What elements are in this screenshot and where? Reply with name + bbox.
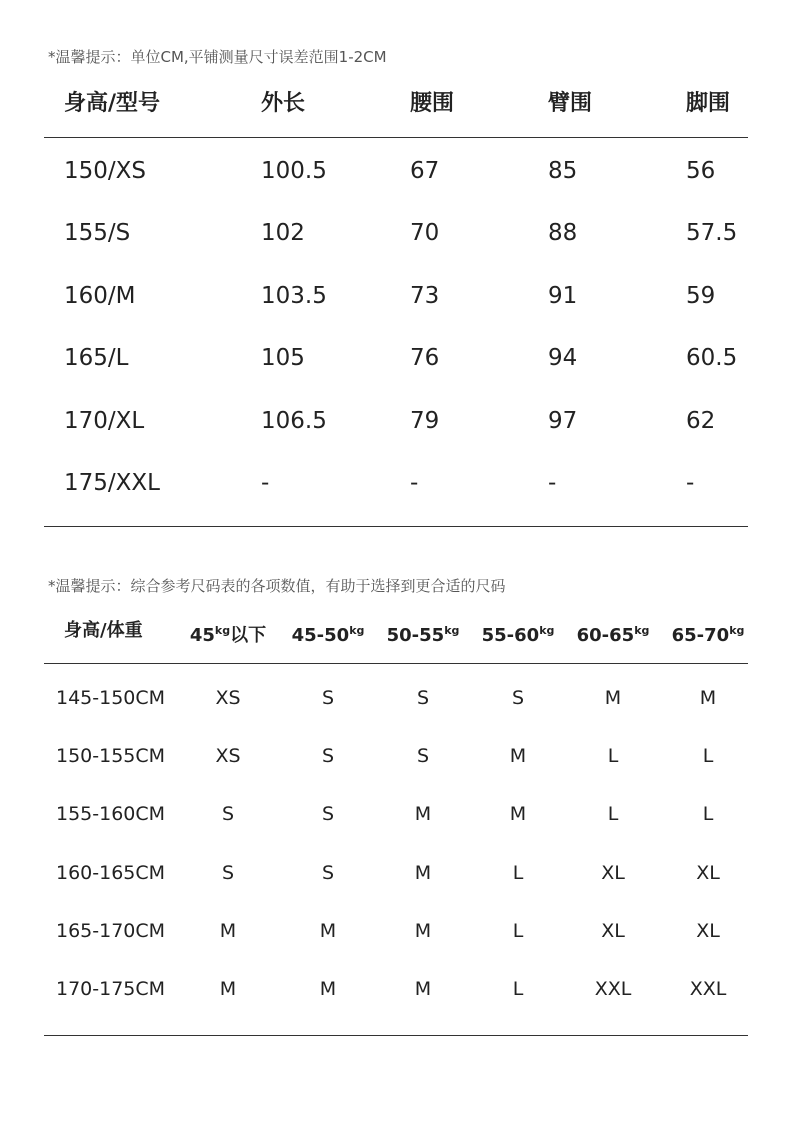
length-cell: 105 (261, 345, 305, 371)
waist-cell: 67 (410, 158, 440, 184)
table-row (0, 797, 790, 831)
foot-cell: 62 (686, 408, 716, 434)
foot-cell: 56 (686, 158, 716, 184)
header-weight-range: $50-55^{kg}$ (386, 624, 460, 646)
size-cell: 165/L (64, 345, 129, 371)
waist-cell: 79 (410, 408, 440, 434)
size-cell: L (702, 745, 714, 767)
height-range-cell: 155-160CM (56, 803, 166, 825)
size-cell: M (414, 978, 432, 1000)
size-cell: M (219, 978, 237, 1000)
size-cell: XL (601, 920, 625, 942)
header-height-weight: 身高/体重 (64, 620, 143, 641)
table-row (0, 856, 790, 890)
arm-cell: 88 (548, 220, 578, 246)
size-cell: L (607, 803, 619, 825)
header-weight-range: $60-65^{kg}$ (576, 624, 650, 646)
size-cell: XL (696, 920, 720, 942)
size-cell: S (221, 803, 235, 825)
table-row (0, 276, 790, 316)
table-row (0, 213, 790, 253)
size-cell: S (321, 745, 335, 767)
size-cell: L (512, 862, 524, 884)
header-weight-range: $55-60^{kg}$ (481, 624, 555, 646)
foot-cell: 57.5 (686, 220, 738, 246)
size-cell: M (414, 862, 432, 884)
size-cell: S (321, 687, 335, 709)
height-range-cell: 145-150CM (56, 687, 166, 709)
height-range-cell: 165-170CM (56, 920, 166, 942)
table-row (0, 401, 790, 441)
foot-cell: - (686, 470, 695, 496)
size-guide-note: *温馨提示：综合参考尺码表的各项数值，有助于选择到更合适的尺码 (48, 577, 506, 595)
table-row (0, 914, 790, 948)
header-arm: 臂围 (548, 91, 593, 116)
length-cell: 102 (261, 220, 305, 246)
length-cell: 100.5 (261, 158, 327, 184)
foot-cell: 59 (686, 283, 716, 309)
size-cell: M (319, 920, 337, 942)
size-cell: M (509, 745, 527, 767)
measurement-table-bottom-rule (44, 526, 748, 527)
measurement-header-divider (44, 137, 748, 138)
size-cell: L (512, 920, 524, 942)
size-cell: L (702, 803, 714, 825)
header-height-size: 身高/型号 (64, 91, 161, 116)
header-weight-range: $65-70^{kg}$ (671, 624, 745, 646)
height-range-cell: 150-155CM (56, 745, 166, 767)
size-cell: XL (601, 862, 625, 884)
arm-cell: - (548, 470, 557, 496)
header-outer-length: 外长 (261, 91, 306, 116)
table-row (0, 151, 790, 191)
size-guide-header-divider (44, 663, 748, 664)
height-range-cell: 170-175CM (56, 978, 166, 1000)
size-cell: 150/XS (64, 158, 147, 184)
waist-cell: - (410, 470, 419, 496)
height-range-cell: 160-165CM (56, 862, 166, 884)
size-cell: S (416, 687, 430, 709)
header-foot: 脚围 (686, 91, 731, 116)
size-cell: XL (696, 862, 720, 884)
size-cell: M (604, 687, 622, 709)
size-cell: L (512, 978, 524, 1000)
size-cell: M (699, 687, 717, 709)
size-cell: XS (215, 745, 241, 767)
length-cell: - (261, 470, 270, 496)
table-row (0, 972, 790, 1006)
size-cell: S (416, 745, 430, 767)
table-row (0, 338, 790, 378)
measurement-table-header (0, 84, 790, 124)
header-waist: 腰围 (410, 91, 455, 116)
size-cell: 175/XXL (64, 470, 160, 496)
size-cell: S (321, 862, 335, 884)
arm-cell: 91 (548, 283, 578, 309)
table-row (0, 463, 790, 503)
size-cell: XS (215, 687, 241, 709)
arm-cell: 97 (548, 408, 578, 434)
size-cell: M (414, 920, 432, 942)
waist-cell: 76 (410, 345, 440, 371)
waist-cell: 70 (410, 220, 440, 246)
size-cell: L (607, 745, 619, 767)
length-cell: 103.5 (261, 283, 327, 309)
header-weight-range: $45-50^{kg}$ (291, 624, 365, 646)
length-cell: 106.5 (261, 408, 327, 434)
measurement-note: *温馨提示：单位CM,平铺测量尺寸误差范围1-2CM (48, 48, 387, 66)
size-cell: S (321, 803, 335, 825)
foot-cell: 60.5 (686, 345, 738, 371)
size-cell: S (221, 862, 235, 884)
size-cell: M (219, 920, 237, 942)
size-cell: XXL (689, 978, 727, 1000)
size-cell: 160/M (64, 283, 136, 309)
table-row (0, 681, 790, 715)
size-cell: M (319, 978, 337, 1000)
size-guide-header (0, 614, 790, 648)
size-cell: 155/S (64, 220, 131, 246)
size-cell: M (414, 803, 432, 825)
header-weight-range: $45^{kg}$以下 (189, 624, 267, 646)
size-guide-bottom-rule (44, 1035, 748, 1036)
waist-cell: 73 (410, 283, 440, 309)
arm-cell: 85 (548, 158, 578, 184)
size-cell: M (509, 803, 527, 825)
size-cell: 170/XL (64, 408, 145, 434)
size-cell: XXL (594, 978, 632, 1000)
arm-cell: 94 (548, 345, 578, 371)
size-cell: S (511, 687, 525, 709)
table-row (0, 739, 790, 773)
